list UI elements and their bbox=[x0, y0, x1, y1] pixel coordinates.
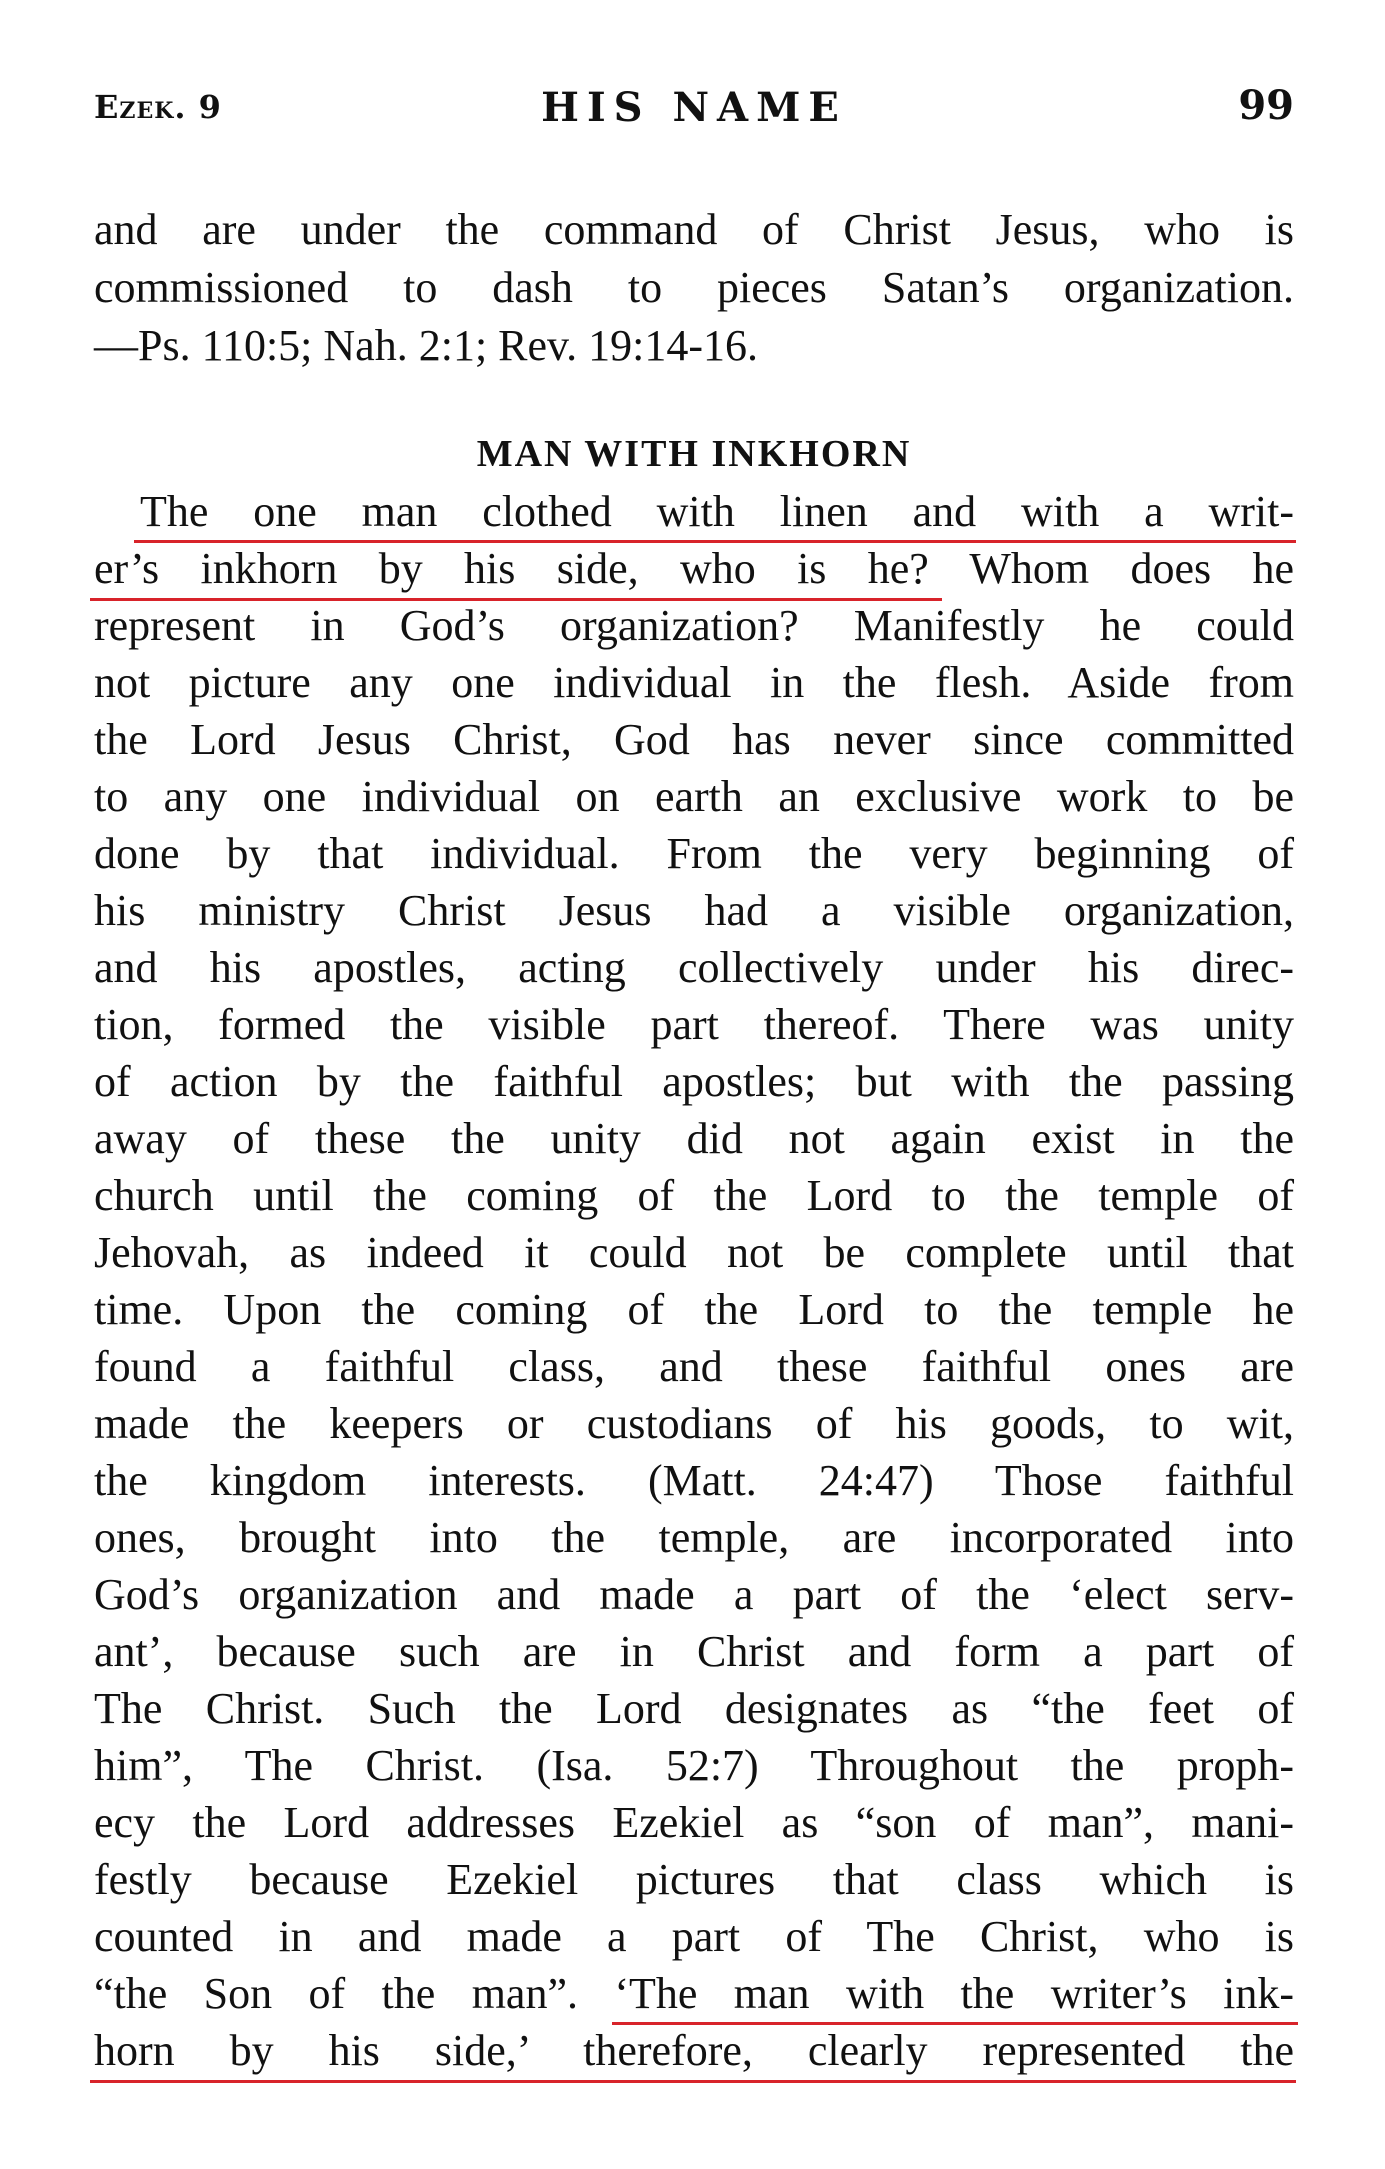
text-line: tion, formed the visible part thereof. There was unity bbox=[94, 1000, 1294, 1049]
page-number: 99 bbox=[1238, 82, 1294, 129]
text-line: of action by the faithful apostles; but with the passing bbox=[94, 1057, 1294, 1106]
running-head-title: HIS NAME bbox=[541, 84, 847, 131]
text-line: made the keepers or custodians of his goods, to wit, bbox=[94, 1399, 1294, 1448]
text-line: church until the coming of the Lord to the temple of bbox=[94, 1171, 1294, 1220]
text-line: and his apostles, acting collectively under his direc- bbox=[94, 943, 1294, 992]
text-line: horn by his side,’ therefore, clearly represented the bbox=[94, 2026, 1294, 2075]
running-head bbox=[94, 78, 1294, 138]
text-line: festly because Ezekiel pictures that class which is bbox=[94, 1855, 1294, 1904]
text-line: counted in and made a part of The Christ, who is bbox=[94, 1912, 1294, 1961]
text-line: The one man clothed with linen and with a writ- bbox=[140, 487, 1294, 536]
text-line: away of these the unity did not again exist in the bbox=[94, 1114, 1294, 1163]
highlight-underline bbox=[612, 2022, 1298, 2025]
text-line: The Christ. Such the Lord designates as “the feet of bbox=[94, 1684, 1294, 1733]
running-head-chapter: Ezek. 9 bbox=[94, 88, 222, 126]
text-line: and are under the command of Christ Jesus, who is bbox=[94, 205, 1294, 254]
text-line: er’s inkhorn by his side, who is he? Whom does he bbox=[94, 544, 1294, 593]
text-line: time. Upon the coming of the Lord to the temple he bbox=[94, 1285, 1294, 1334]
text-line: Jehovah, as indeed it could not be complete until that bbox=[94, 1228, 1294, 1277]
text-line: God’s organization and made a part of the ‘elect serv- bbox=[94, 1570, 1294, 1619]
text-line: done by that individual. From the very beginning of bbox=[94, 829, 1294, 878]
highlight-underline bbox=[90, 2080, 1296, 2083]
text-line: found a faithful class, and these faithful ones are bbox=[94, 1342, 1294, 1391]
text-line: not picture any one individual in the flesh. Aside from bbox=[94, 658, 1294, 707]
text-line: to any one individual on earth an exclusive work to be bbox=[94, 772, 1294, 821]
text-line: the Lord Jesus Christ, God has never since committed bbox=[94, 715, 1294, 764]
text-line: his ministry Christ Jesus had a visible organization, bbox=[94, 886, 1294, 935]
section-heading: MAN WITH INKHORN bbox=[476, 433, 912, 475]
text-line: “the Son of the man”. ‘The man with the writer’s ink- bbox=[94, 1969, 1294, 2018]
highlight-underline bbox=[90, 598, 942, 601]
text-line: —Ps. 110:5; Nah. 2:1; Rev. 19:14-16. bbox=[94, 321, 759, 370]
text-line: represent in God’s organization? Manifestly he could bbox=[94, 601, 1294, 650]
highlight-underline bbox=[134, 540, 1296, 543]
text-line: commissioned to dash to pieces Satan’s organization. bbox=[94, 263, 1294, 312]
text-line: ant’, because such are in Christ and form a part of bbox=[94, 1627, 1294, 1676]
text-line: ecy the Lord addresses Ezekiel as “son of man”, mani- bbox=[94, 1798, 1294, 1847]
text-line: ones, brought into the temple, are incorporated into bbox=[94, 1513, 1294, 1562]
text-line: the kingdom interests. (Matt. 24:47) Those faithful bbox=[94, 1456, 1294, 1505]
text-line: him”, The Christ. (Isa. 52:7) Throughout the proph- bbox=[94, 1741, 1294, 1790]
